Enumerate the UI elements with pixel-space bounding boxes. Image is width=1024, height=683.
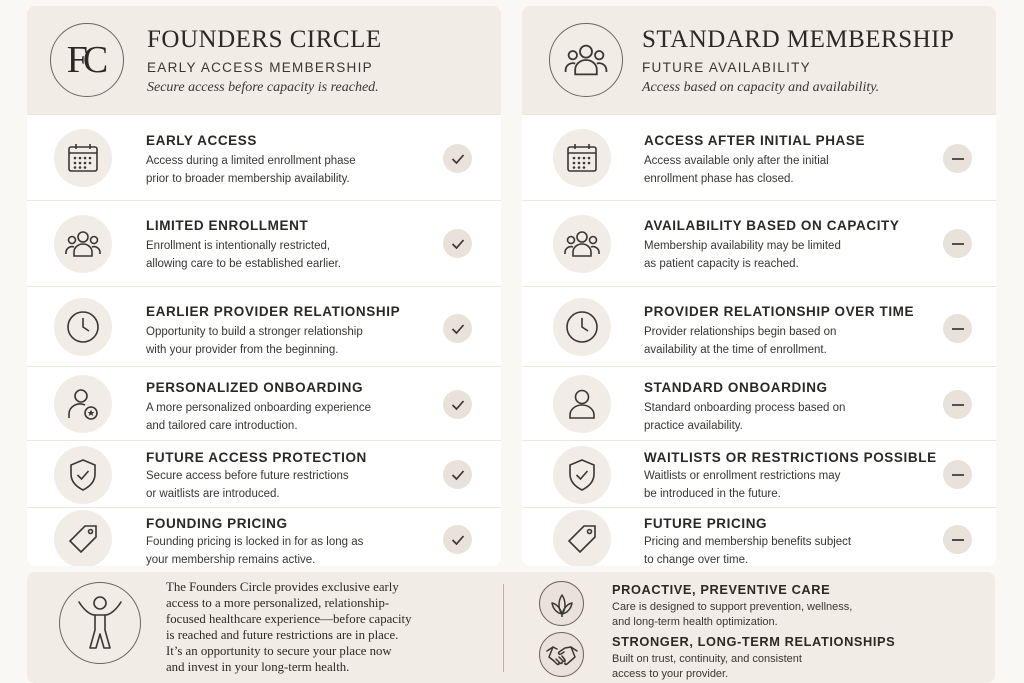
row-desc-line1: Access during a limited enrollment phase <box>146 155 356 167</box>
standard-subtitle: FUTURE AVAILABILITY <box>642 59 811 75</box>
founders-row-early-access <box>27 114 501 200</box>
check-icon <box>443 390 472 419</box>
dash-icon <box>943 314 972 343</box>
calendar-icon <box>553 129 611 187</box>
row-desc-line1: Standard onboarding process based on <box>644 402 846 414</box>
row-desc-line1: A more personalized onboarding experience <box>146 402 372 414</box>
row-desc-line2: or waitlists are introduced. <box>146 488 280 500</box>
check-icon <box>443 525 472 554</box>
shield-check-icon <box>553 446 611 504</box>
check-icon <box>443 314 472 343</box>
row-title: EARLY ACCESS <box>146 133 257 148</box>
clock-icon <box>54 298 112 356</box>
user-star-icon <box>54 375 112 433</box>
row-title: FUTURE ACCESS PROTECTION <box>146 450 367 465</box>
row-desc-line1: Access available only after the initial <box>644 155 829 167</box>
standard-row-provider-over-time <box>522 286 996 366</box>
row-desc-line1: Membership availability may be limited <box>644 240 841 252</box>
founders-row-founding-pricing <box>27 507 501 566</box>
row-title: FOUNDING PRICING <box>146 516 288 531</box>
founders-header <box>27 6 501 114</box>
row-desc-line2: availability at the time of enrollment. <box>644 344 827 356</box>
summary-line: focused healthcare experience—before capacity <box>166 612 412 626</box>
row-title: LIMITED ENROLLMENT <box>146 218 309 233</box>
dash-icon <box>943 229 972 258</box>
row-title: STANDARD ONBOARDING <box>644 380 828 395</box>
check-icon <box>443 229 472 258</box>
leaf-icon <box>539 581 584 626</box>
feature-desc-line1: Care is designed to support prevention, wellness, <box>612 601 853 613</box>
founders-title: FOUNDERS CIRCLE <box>147 26 382 53</box>
row-desc-line2: with your provider from the beginning. <box>146 344 339 356</box>
founders-row-limited-enrollment <box>27 200 501 286</box>
summary-line: It’s an opportunity to secure your place now <box>166 644 392 658</box>
summary-line: is reached and future restrictions are in place. <box>166 628 399 642</box>
standard-row-future-pricing <box>522 507 996 566</box>
row-desc-line2: enrollment phase has closed. <box>644 173 794 185</box>
group-icon <box>549 23 623 97</box>
founders-row-earlier-provider <box>27 286 501 366</box>
fc-logo <box>50 23 124 97</box>
standard-header <box>522 6 996 114</box>
person-arms-raised-icon <box>59 582 141 664</box>
feature-desc-line2: and long-term health optimization. <box>612 616 778 628</box>
price-tag-icon <box>553 510 611 566</box>
row-desc-line1: Provider relationships begin based on <box>644 326 837 338</box>
row-desc-line2: and tailored care introduction. <box>146 420 298 432</box>
standard-row-availability-capacity <box>522 200 996 286</box>
dash-icon <box>943 144 972 173</box>
clock-icon <box>553 298 611 356</box>
shield-check-icon <box>54 446 112 504</box>
founders-tagline: Secure access before capacity is reached. <box>147 79 379 95</box>
row-title: WAITLISTS OR RESTRICTIONS POSSIBLE <box>644 450 937 465</box>
row-desc-line1: Founding pricing is locked in for as long as <box>146 536 364 548</box>
summary-line: and invest in your long-term health. <box>166 660 350 674</box>
standard-title: STANDARD MEMBERSHIP <box>642 26 955 53</box>
row-desc-line2: to change over time. <box>644 554 749 566</box>
user-icon <box>553 375 611 433</box>
check-icon <box>443 144 472 173</box>
row-desc-line2: as patient capacity is reached. <box>644 258 799 270</box>
standard-row-standard-onboarding <box>522 366 996 440</box>
summary-divider <box>503 584 504 672</box>
founders-circle-column <box>27 6 501 566</box>
row-title: EARLIER PROVIDER RELATIONSHIP <box>146 304 401 319</box>
handshake-icon <box>539 632 584 677</box>
dash-icon <box>943 525 972 554</box>
standard-tagline: Access based on capacity and availability. <box>642 79 880 95</box>
row-title: PROVIDER RELATIONSHIP OVER TIME <box>644 304 915 319</box>
check-icon <box>443 460 472 489</box>
standard-row-waitlists <box>522 440 996 507</box>
price-tag-icon <box>54 510 112 566</box>
row-title: FUTURE PRICING <box>644 516 768 531</box>
calendar-icon <box>54 129 112 187</box>
founders-subtitle: EARLY ACCESS MEMBERSHIP <box>147 59 373 75</box>
row-desc-line1: Pricing and membership benefits subject <box>644 536 852 548</box>
row-desc-line1: Waitlists or enrollment restrictions may <box>644 470 841 482</box>
founders-row-future-access-protection <box>27 440 501 507</box>
row-desc-line1: Enrollment is intentionally restricted, <box>146 240 331 252</box>
standard-membership-column <box>522 6 996 566</box>
row-title: ACCESS AFTER INITIAL PHASE <box>644 133 866 148</box>
group-icon <box>54 215 112 273</box>
fc-logo-text: FC <box>66 39 104 81</box>
feature-title: PROACTIVE, PREVENTIVE CARE <box>612 582 831 597</box>
feature-desc-line2: access to your provider. <box>612 668 729 680</box>
row-desc-line2: your membership remains active. <box>146 554 316 566</box>
row-title: AVAILABILITY BASED ON CAPACITY <box>644 218 900 233</box>
summary-bar <box>27 572 995 683</box>
row-desc-line2: be introduced in the future. <box>644 488 781 500</box>
summary-line: access to a more personalized, relationship- <box>166 596 390 610</box>
row-desc-line1: Secure access before future restrictions <box>146 470 349 482</box>
row-desc-line2: prior to broader membership availability. <box>146 173 350 185</box>
founders-row-personalized-onboarding <box>27 366 501 440</box>
feature-desc-line1: Built on trust, continuity, and consistent <box>612 653 802 665</box>
dash-icon <box>943 390 972 419</box>
row-desc-line2: allowing care to be established earlier. <box>146 258 341 270</box>
group-icon <box>553 215 611 273</box>
row-desc-line2: practice availability. <box>644 420 743 432</box>
row-title: PERSONALIZED ONBOARDING <box>146 380 364 395</box>
dash-icon <box>943 460 972 489</box>
summary-line: The Founders Circle provides exclusive early <box>166 580 399 594</box>
summary-text <box>166 579 456 675</box>
standard-row-access-after-initial <box>522 114 996 200</box>
feature-title: STRONGER, LONG-TERM RELATIONSHIPS <box>612 634 896 649</box>
row-desc-line1: Opportunity to build a stronger relationship <box>146 326 363 338</box>
